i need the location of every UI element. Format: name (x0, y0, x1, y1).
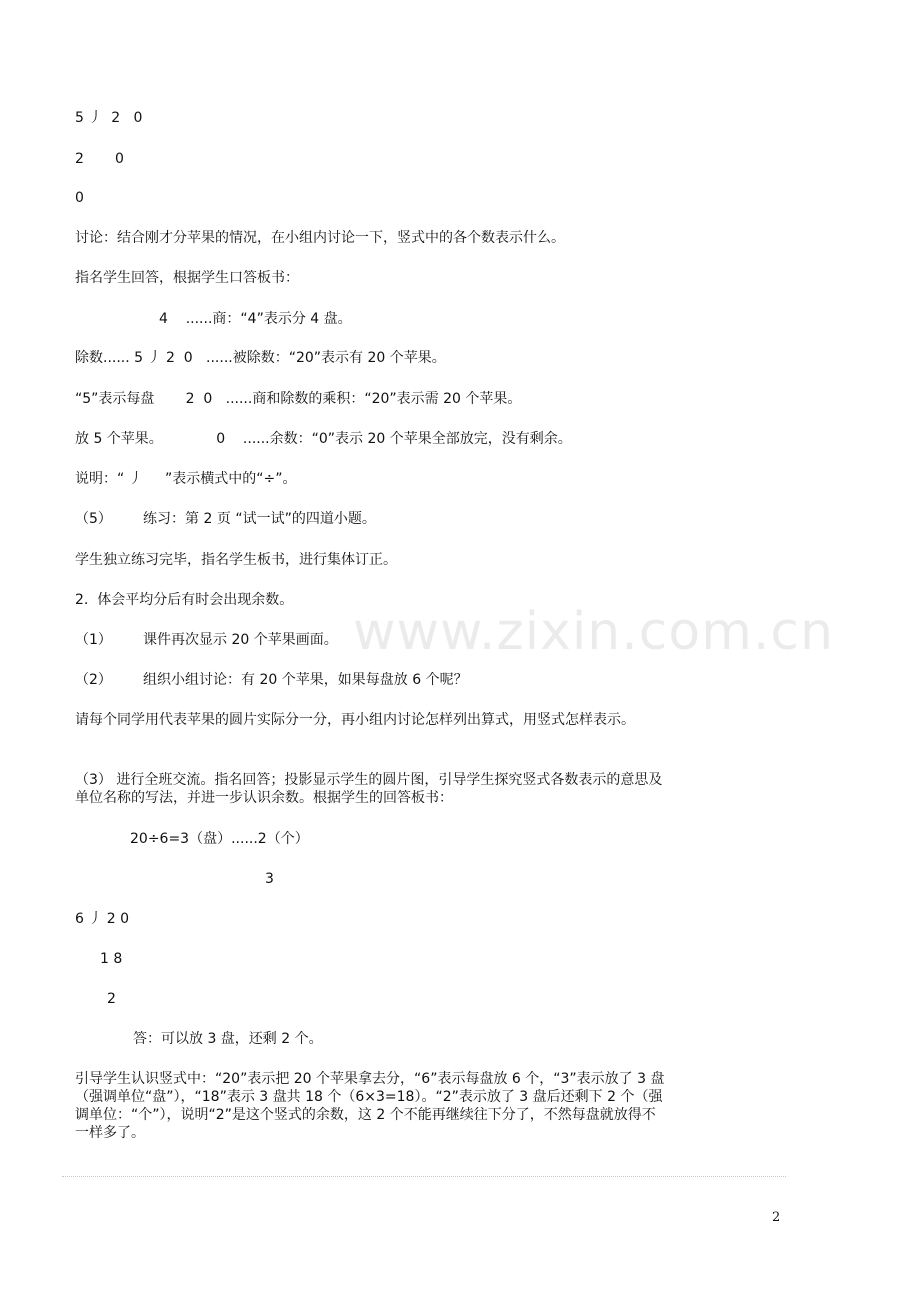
answer-intro: 指名学生回答，根据学生口答板书： (75, 270, 299, 286)
page-number: 2 (772, 1210, 781, 1225)
step-2: （2） 组织小组讨论：有 20 个苹果，如果每盘放 6 个呢？ (75, 672, 468, 688)
step-3-paragraph: （3） 进行全班交流。指名回答；投影显示学生的圆片图，引导学生探究竖式各数表示的意思及单位名称的写法，并进一步认识余数。根据学生的回答板书： (75, 772, 663, 806)
step-5: （5） 练习：第 2 页 “试一试”的四道小题。 (75, 511, 376, 527)
division-setup: 6 丿 2 0 (75, 911, 130, 927)
circle-activity-paragraph: 请每个同学用代表苹果的圆片实际分一分，再小组内讨论怎样列出算式，用竖式怎样表示。 (75, 712, 635, 728)
division-line-1: 5 丿 2 0 (75, 110, 143, 126)
footer-divider (62, 1176, 786, 1177)
discussion-text: 讨论：结合刚才分苹果的情况，在小组内讨论一下，竖式中的各个数表示什么。 (75, 230, 565, 246)
equation-line: 20÷6=3（盘）......2（个） (130, 831, 309, 847)
step-1: （1） 课件再次显示 20 个苹果画面。 (75, 632, 338, 648)
watermark: www.zixin.com.cn (353, 602, 834, 662)
division-line-2: 2 0 (75, 151, 124, 167)
section-2-heading: 2. 体会平均分后有时会出现余数。 (75, 592, 294, 608)
quotient-digit: 3 (265, 871, 274, 887)
remainder-digit: 2 (107, 991, 116, 1007)
division-line-3: 0 (75, 190, 84, 206)
remainder-line: 放 5 个苹果。 0 ......余数：“0”表示 20 个苹果全部放完，没有剩余。 (75, 431, 572, 447)
quotient-line: 4 ......商：“4”表示分 4 盘。 (159, 311, 352, 327)
symbol-explanation: 说明：“ 丿 ”表示横式中的“÷”。 (75, 471, 297, 487)
practice-correction: 学生独立练习完毕，指名学生板书，进行集体订正。 (75, 552, 397, 568)
divisor-line: 除数...... 5 丿 2 0 ......被除数：“20”表示有 20 个苹果。 (75, 350, 446, 366)
explanation-paragraph: 引导学生认识竖式中：“20”表示把 20 个苹果拿去分，“6”表示每盘放 6 个，“3”表示放了 3 盘（强调单位“盘”），“18”表示 3 盘共 18 个（6×3=18）。“2”表示放了 3 盘后还剩下 2 个（强调单位：“个”），说明“2”是这个竖式的余数，这 2 个不能再继续往下分了，不然每盘就放得不一样多了。 (75, 1071, 665, 1141)
product-digits: 1 8 (100, 951, 123, 967)
answer-line: 答：可以放 3 盘，还剩 2 个。 (133, 1031, 323, 1047)
product-line: “5”表示每盘 2 0 ......商和除数的乘积：“20”表示需 20 个苹果。 (75, 391, 522, 407)
